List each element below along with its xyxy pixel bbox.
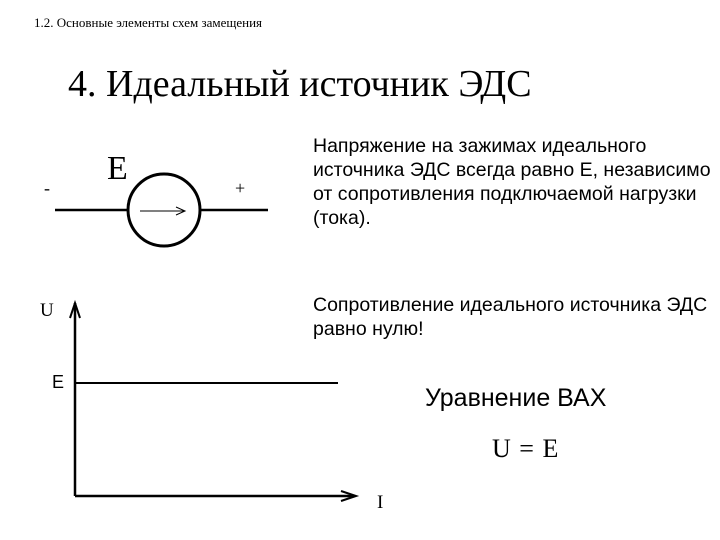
x-axis-label: I (377, 492, 384, 513)
slide-header: 1.2. Основные элементы схем замещения (34, 15, 263, 30)
description-paragraph-resistance: Сопротивление идеального источника ЭДС равно нулю! (313, 294, 708, 340)
plus-terminal-label: + (235, 178, 246, 198)
vax-heading: Уравнение ВАХ (425, 384, 607, 412)
emf-level-label: E (52, 372, 65, 392)
y-axis-label: U (40, 300, 54, 321)
vax-equation: U = E (492, 434, 560, 463)
slide-title: 4. Идеальный источник ЭДС (68, 63, 532, 105)
source-circle (128, 174, 200, 246)
source-emf-label: E (107, 150, 128, 187)
source-arrow (140, 207, 185, 215)
minus-terminal-label: - (44, 178, 50, 198)
description-paragraph-voltage: Напряжение на зажимах идеального источника ЭДС всегда равно Е, независимо от сопротивления подключаемой нагрузки (тока). (313, 135, 711, 229)
